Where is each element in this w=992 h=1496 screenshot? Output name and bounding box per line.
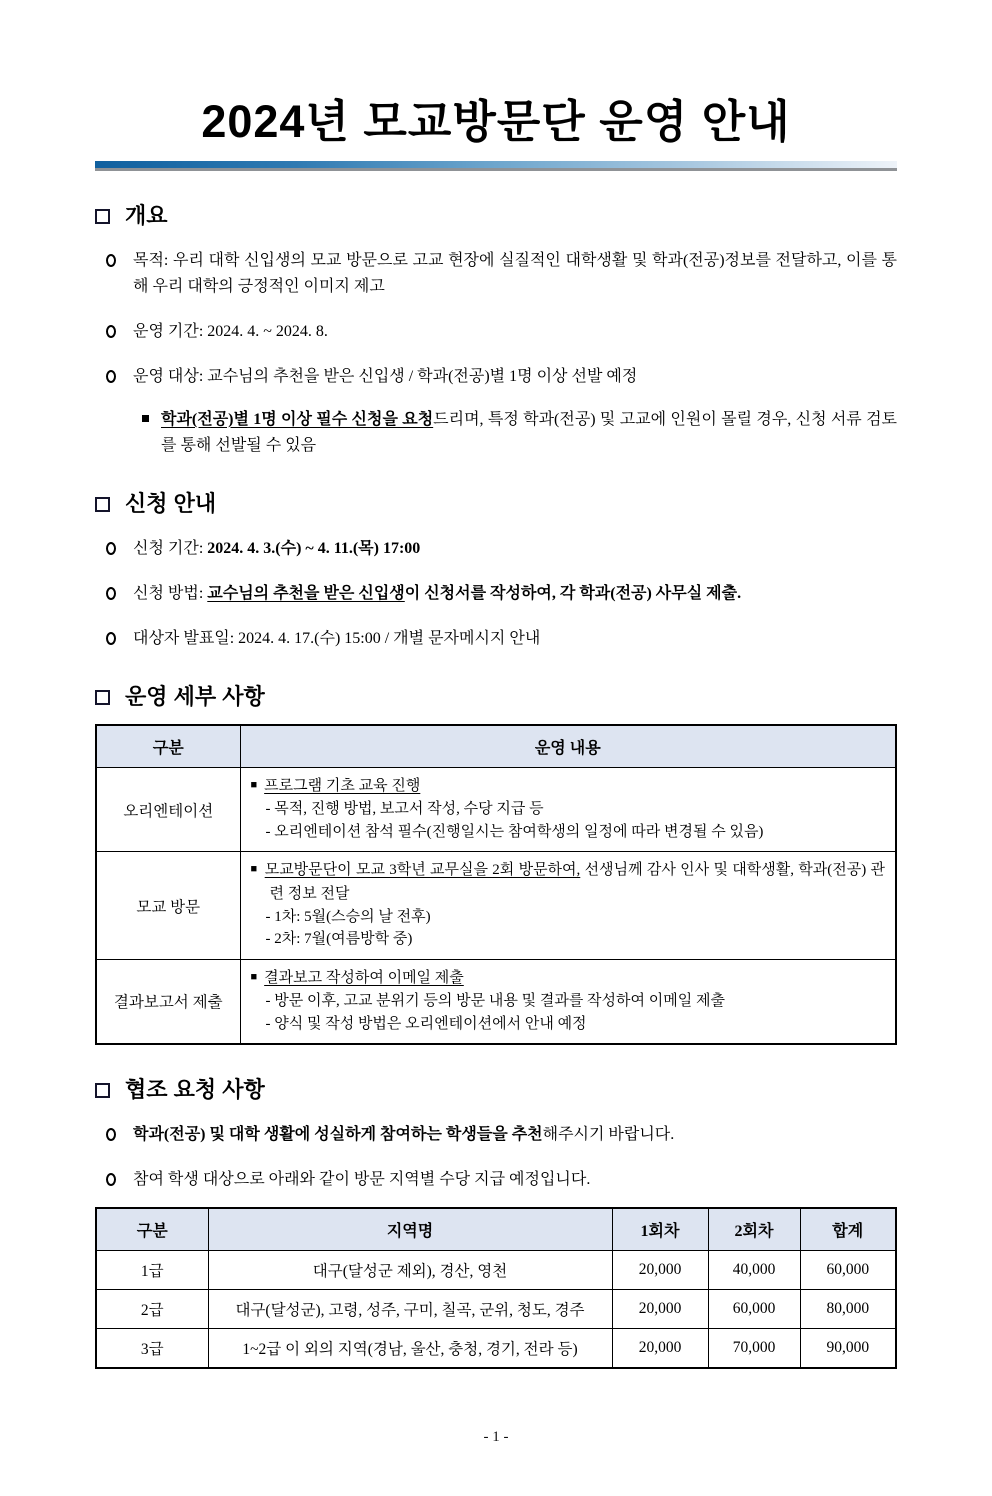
- apply-method-label: 신청 방법:: [133, 584, 208, 602]
- allowance-text: 참여 학생 대상으로 아래와 같이 방문 지역별 수당 지급 예정입니다.: [133, 1171, 591, 1189]
- list-item-recommend: [95, 1122, 897, 1148]
- row-category: 오리엔테이션: [96, 768, 240, 852]
- row-content: [240, 959, 896, 1044]
- section-square-icon: [95, 497, 110, 512]
- list-item-apply-method: [95, 581, 897, 607]
- section-heading-text: 개요: [125, 202, 168, 228]
- section-details: [95, 652, 897, 1045]
- content-title-line: [251, 967, 886, 990]
- amount-cell: 20,000: [612, 1290, 708, 1329]
- circle-bullet-icon: [106, 587, 116, 600]
- circle-bullet-icon: [106, 1173, 116, 1186]
- list-item-allowance: [95, 1167, 897, 1193]
- grade-cell: 3급: [96, 1329, 208, 1369]
- content-line: - 1차: 5월(스승의 날 전후): [265, 908, 431, 925]
- purpose-text: 목적: 우리 대학 신입생의 모교 방문으로 고교 현장에 실질적인 대학생활 및 학과(전공)정보를 전달하고, 이를 통해 우리 대학의 긍정적인 이미지 제고: [133, 252, 897, 296]
- allowance-table: [95, 1207, 897, 1369]
- section-square-icon: [95, 1083, 110, 1098]
- page-title: 2024년 모교방문단 운영 안내: [201, 96, 791, 147]
- content-title: 결과보고 작성하여 이메일 제출: [264, 969, 464, 986]
- apply-method-emphasis: 교수님의 추천을 받은 신입생: [207, 584, 405, 602]
- target-note-rest: 드리며, 특정 학과(전공) 및 고교에 인원이 몰릴 경우, 신청 서류 검토를 통해 선발될 수 있음: [161, 410, 898, 454]
- table-row: [96, 1251, 896, 1290]
- amount-cell: 80,000: [800, 1290, 896, 1329]
- section-apply: [95, 459, 897, 652]
- grade-cell: 1급: [96, 1251, 208, 1290]
- list-subitem-target-note: [95, 407, 897, 459]
- row-category: 결과보고서 제출: [96, 959, 240, 1044]
- apply-period-label: 신청 기간:: [133, 539, 208, 557]
- list-item-purpose: [95, 248, 897, 300]
- column-header: 운영 내용: [240, 725, 896, 768]
- table-row: [96, 768, 896, 852]
- recommend-emphasis: 학과(전공) 및 대학 생활에 성실하게 참여하는 학생들을 추천: [133, 1126, 543, 1144]
- content-line: - 목적, 진행 방법, 보고서 작성, 수당 지급 등: [265, 801, 544, 818]
- section-overview: [95, 171, 897, 459]
- content-title-rest: 선생님께 감사 인사 및 대학생활, 학과(전공) 관련 정보 전달: [269, 862, 885, 902]
- amount-cell: 60,000: [800, 1251, 896, 1290]
- announce-text: 대상자 발표일: 2024. 4. 17.(수) 15:00 / 개별 문자메시지 안내: [133, 629, 541, 647]
- circle-bullet-icon: [106, 254, 116, 267]
- content-title-line: [251, 775, 886, 798]
- square-bullet-icon: ■: [250, 863, 258, 876]
- amount-cell: 20,000: [612, 1251, 708, 1290]
- title-accent-bar: [95, 161, 897, 171]
- column-header: 구분: [96, 1208, 208, 1251]
- target-text: 운영 대상: 교수님의 추천을 받은 신입생 / 학과(전공)별 1명 이상 선발 예정: [133, 367, 638, 385]
- column-header: 구분: [96, 725, 240, 768]
- content-title-line: [251, 859, 886, 906]
- table-row: [96, 959, 896, 1044]
- column-header: 합계: [800, 1208, 896, 1251]
- content-title: 프로그램 기초 교육 진행: [264, 778, 421, 795]
- amount-cell: 90,000: [800, 1329, 896, 1369]
- details-table: [95, 724, 897, 1045]
- circle-bullet-icon: [106, 542, 116, 555]
- list-item-announce-date: [95, 626, 897, 652]
- amount-cell: 20,000: [612, 1329, 708, 1369]
- section-heading-text: 신청 안내: [125, 490, 217, 516]
- content-line: - 양식 및 작성 방법은 오리엔테이션에서 안내 예정: [265, 1015, 587, 1032]
- content-line: - 2차: 7월(여름방학 중): [265, 931, 413, 948]
- section-square-icon: [95, 690, 110, 705]
- apply-period-value: 2024. 4. 3.(수) ~ 4. 11.(목) 17:00: [207, 539, 421, 557]
- content-line: - 오리엔테이션 참석 필수(진행일시는 참여학생의 일정에 따라 변경될 수 있음): [265, 823, 764, 840]
- table-row: [96, 852, 896, 960]
- apply-method-rest: 이 신청서를 작성하여, 각 학과(전공) 사무실 제출.: [404, 584, 742, 602]
- period-text: 운영 기간: 2024. 4. ~ 2024. 8.: [133, 322, 328, 340]
- section-heading-text: 협조 요청 사항: [125, 1077, 265, 1103]
- target-note-emphasis: 학과(전공)별 1명 이상 필수 신청을 요청: [161, 410, 434, 428]
- square-bullet-icon: [142, 415, 149, 422]
- circle-bullet-icon: [106, 325, 116, 338]
- amount-cell: 70,000: [708, 1329, 800, 1369]
- section-square-icon: [95, 209, 110, 224]
- allowance-table-header-row: [96, 1208, 896, 1251]
- row-category: 모교 방문: [96, 852, 240, 960]
- circle-bullet-icon: [106, 632, 116, 645]
- table-row: [96, 1329, 896, 1369]
- circle-bullet-icon: [106, 370, 116, 383]
- list-item-target: [95, 364, 897, 390]
- section-apply-heading: [95, 491, 897, 517]
- section-heading-text: 운영 세부 사항: [125, 683, 265, 709]
- details-table-header-row: [96, 725, 896, 768]
- square-bullet-icon: ■: [250, 970, 258, 983]
- content-line: - 방문 이후, 고교 분위기 등의 방문 내용 및 결과를 작성하여 이메일 제출: [265, 993, 725, 1010]
- row-content: [240, 768, 896, 852]
- square-bullet-icon: ■: [250, 779, 258, 792]
- recommend-rest: 해주시기 바랍니다.: [542, 1126, 675, 1144]
- amount-cell: 60,000: [708, 1290, 800, 1329]
- page-number: - 1 -: [483, 1429, 509, 1446]
- content-title: 모교방문단이 모교 3학년 교무실을 2회 방문하여,: [264, 862, 581, 879]
- row-content: [240, 852, 896, 960]
- column-header: 1회차: [612, 1208, 708, 1251]
- section-cooperation: [95, 1045, 897, 1369]
- region-cell: 대구(달성군 제외), 경산, 영천: [208, 1251, 612, 1290]
- table-row: [96, 1290, 896, 1329]
- list-item-period: [95, 319, 897, 345]
- amount-cell: 40,000: [708, 1251, 800, 1290]
- page-footer: [95, 1369, 897, 1446]
- region-cell: 대구(달성군), 고령, 성주, 구미, 칠곡, 군위, 청도, 경주: [208, 1290, 612, 1329]
- grade-cell: 2급: [96, 1290, 208, 1329]
- section-details-heading: [95, 684, 897, 710]
- list-item-apply-period: [95, 536, 897, 562]
- column-header: 지역명: [208, 1208, 612, 1251]
- section-cooperation-heading: [95, 1077, 897, 1103]
- section-overview-heading: [95, 203, 897, 229]
- column-header: 2회차: [708, 1208, 800, 1251]
- region-cell: 1~2급 이 외의 지역(경남, 울산, 충청, 경기, 전라 등): [208, 1329, 612, 1369]
- circle-bullet-icon: [106, 1128, 116, 1141]
